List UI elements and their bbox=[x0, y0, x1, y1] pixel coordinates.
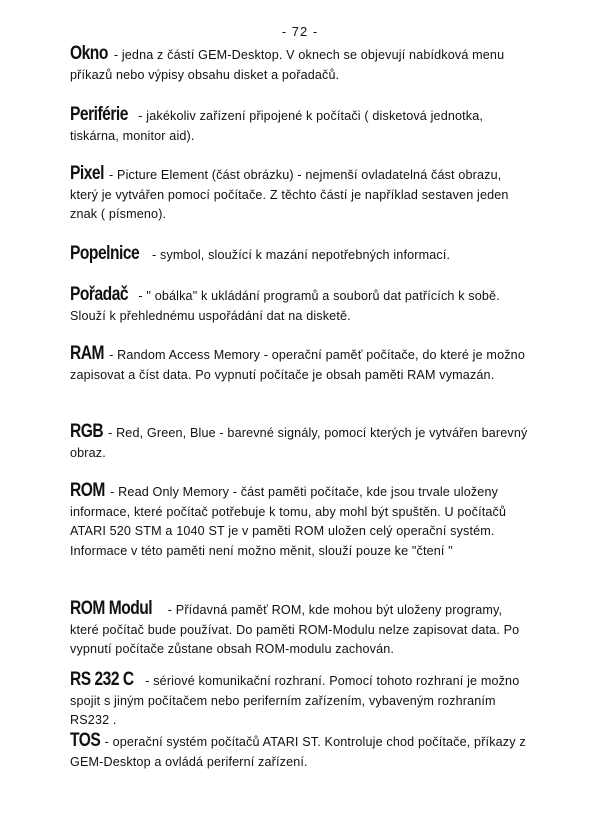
glossary-entry-periferie bbox=[70, 105, 532, 146]
page-number: - 72 - bbox=[281, 24, 319, 39]
glossary-entry-popelnice bbox=[70, 244, 532, 266]
glossary-term: RGB bbox=[70, 421, 104, 442]
glossary-definition: - Přídavná paměť ROM, kde mohou být uloženy programy, které počítač bude používat. Do paměti ROM-Modulu nelze zapisovat data. Po vypnutí počítače zůstane obsah ROM-modulu zachován. bbox=[70, 603, 520, 656]
glossary-entry-tos bbox=[70, 731, 532, 772]
glossary-entry-poradac bbox=[70, 285, 532, 326]
glossary-entry-rom-modul bbox=[70, 599, 532, 660]
glossary-entry-pixel bbox=[70, 164, 532, 225]
glossary-term: RAM bbox=[70, 343, 105, 364]
glossary-definition: - symbol, sloužící k mazání nepotřebných informací. bbox=[148, 248, 451, 262]
glossary-definition: - Picture Element (část obrázku) - nejmenší ovladatelná část obrazu, který je vytvářen pomocí počítače. Z těchto částí je například sestaven jeden znak ( písmeno). bbox=[70, 168, 509, 221]
glossary-definition: - jedna z částí GEM-Desktop. V oknech se objevují nabídková menu příkazů nebo výpisy obsahu disket a pořadačů. bbox=[70, 48, 505, 82]
glossary-term: ROM Modul bbox=[70, 598, 153, 619]
glossary-term: Periférie bbox=[70, 104, 128, 125]
glossary-definition: - jakékoliv zařízení připojené k počítači ( disketová jednotka, tiskárna, monitor aid). bbox=[70, 109, 484, 143]
glossary-entry-rom bbox=[70, 481, 532, 561]
glossary-definition: - operační systém počítačů ATARI ST. Kontroluje chod počítače, příkazy z GEM-Desktop a ovládá periferní zařízení. bbox=[70, 735, 526, 769]
glossary-definition: - sériové komunikační rozhraní. Pomocí tohoto rozhraní je možno spojit s jiným počítačem nebo periferním zařízením, vybaveným rozhraním RS232 . bbox=[70, 674, 520, 727]
glossary-term: TOS bbox=[70, 730, 101, 751]
glossary-entry-okno bbox=[70, 44, 532, 85]
glossary-term: Pořadač bbox=[70, 284, 129, 305]
glossary-entry-rgb bbox=[70, 422, 532, 463]
glossary-term: ROM bbox=[70, 480, 105, 501]
glossary-definition: - Random Access Memory - operační paměť počítače, do které je možno zapisovat a číst data. Po vypnutí počítače je obsah paměti RAM vymazán. bbox=[70, 348, 525, 382]
glossary-definition: - Red, Green, Blue - barevné signály, pomocí kterých je vytvářen barevný obraz. bbox=[70, 426, 528, 460]
glossary-term: Okno bbox=[70, 43, 108, 64]
glossary-entry-rs232c bbox=[70, 670, 532, 731]
glossary-term: Pixel bbox=[70, 163, 104, 184]
glossary-definition: - Read Only Memory - část paměti počítače, kde jsou trvale uloženy informace, které počítač potřebuje k tomu, aby mohl být spuštěn. U počítačů ATARI 520 STM a 1040 ST je v paměti ROM uložen celý operační systém. Informace v této paměti není možno měnit, slouží pouze ke "čtení " bbox=[70, 485, 507, 558]
glossary-entry-ram bbox=[70, 344, 532, 385]
glossary-definition: - " obálka" k ukládání programů a souborů dat patřících k sobě. Slouží k přehlednému uspořádání dat na disketě. bbox=[70, 289, 500, 323]
glossary-term: RS 232 C bbox=[70, 669, 134, 690]
glossary-term: Popelnice bbox=[70, 243, 140, 264]
